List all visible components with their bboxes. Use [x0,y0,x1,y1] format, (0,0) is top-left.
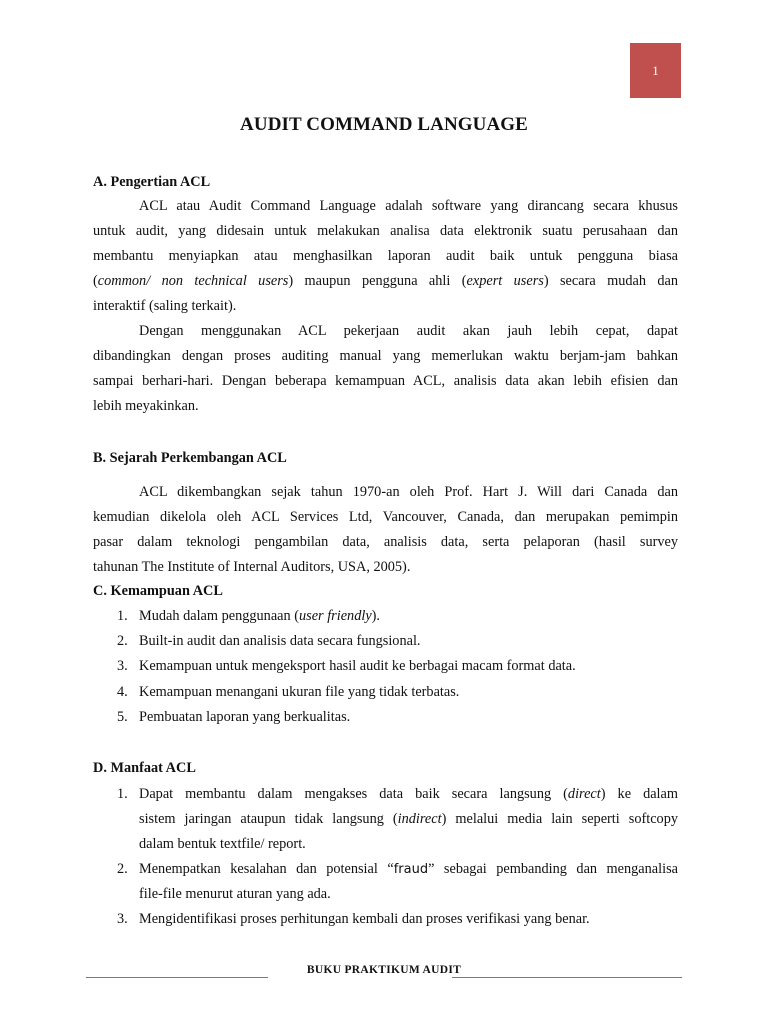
section-b-p1-line4: tahunan The Institute of Internal Auditors, USA, 2005). [93,559,411,575]
section-a-p1-line2: untuk audit, yang didesain untuk melakukan analisa data elektronik suatu perusahaan dan [93,223,678,239]
list-text-line2: file-file menurut aturan yang ada. [139,886,331,902]
list-number: 5. [117,709,128,725]
fraud-word: fraud [393,862,429,877]
emphasis-direct: direct [567,786,601,802]
emphasis-common-users: common/ non technical users [97,273,289,289]
section-a-p1-line3: membantu menyiapkan atau menghasilkan laporan audit baik untuk pengguna biasa [93,248,678,264]
section-c-heading: C. Kemampuan ACL [93,583,223,599]
section-a-p2-line4: lebih meyakinkan. [93,398,199,414]
list-text-line1: Dapat membantu dalam mengakses data baik secara langsung (direct) ke dalam [139,786,678,802]
list-text: Mudah dalam penggunaan (user friendly). [139,608,381,624]
emphasis-expert-users: expert users [466,273,544,289]
list-text: Built-in audit dan analisis data secara fungsional. [139,633,421,649]
section-d-heading: D. Manfaat ACL [93,760,196,776]
emphasis-indirect: indirect [397,811,442,827]
list-number: 4. [117,684,128,700]
section-a-p2-line2: dibandingkan dengan proses auditing manual yang memerlukan waktu berjam-jam bahkan [93,348,678,364]
list-text-line2: sistem jaringan ataupun tidak langsung (indirect) melalui media lain seperti softcopy [139,811,678,827]
list-number: 2. [117,861,128,877]
emphasis-user-friendly: user friendly [299,608,372,624]
list-number: 2. [117,633,128,649]
footer-rule-right [452,977,682,978]
section-a-p1-line4: (common/ non technical users) maupun pengguna ahli (expert users) secara mudah dan [93,273,679,289]
footer-rule-left [86,977,268,978]
section-b-p1-line3: pasar dalam teknologi pengambilan data, analisis data, serta pelaporan (hasil survey [93,534,678,550]
list-text: Mengidentifikasi proses perhitungan kembali dan proses verifikasi yang benar. [139,911,590,927]
section-a-heading: A. Pengertian ACL [93,174,211,190]
page-number-badge [630,43,681,98]
list-text-line1: Menempatkan kesalahan dan potensial “fraud” sebagai pembanding dan menganalisa [139,861,678,877]
list-text: Kemampuan untuk mengeksport hasil audit ke berbagai macam format data. [139,658,576,674]
list-number: 1. [117,786,128,802]
list-text: Pembuatan laporan yang berkualitas. [139,709,351,725]
page-number: 1 [652,62,659,78]
list-number: 3. [117,911,128,927]
section-a-p1-line5: interaktif (saling terkait). [93,298,237,314]
section-a-p2-line3: sampai berhari-hari. Dengan beberapa kemampuan ACL, analisis data akan lebih efisien dan [93,373,678,389]
section-b-p1-line2: kemudian dikelola oleh ACL Services Ltd, Vancouver, Canada, dan merupakan pemimpin [93,509,678,525]
section-a-p2-line1: Dengan menggunakan ACL pekerjaan audit akan jauh lebih cepat, dapat [139,323,678,339]
footer [0,964,768,976]
footer-label: BUKU PRAKTIKUM AUDIT [302,964,466,976]
list-number: 1. [117,608,128,624]
list-text: Kemampuan menangani ukuran file yang tidak terbatas. [139,684,460,700]
section-b-heading: B. Sejarah Perkembangan ACL [93,450,287,466]
section-a-p1-line1: ACL atau Audit Command Language adalah software yang dirancang secara khusus [139,198,678,214]
document-title: AUDIT COMMAND LANGUAGE [240,114,528,135]
section-b-p1-line1: ACL dikembangkan sejak tahun 1970-an oleh Prof. Hart J. Will dari Canada dan [139,484,678,500]
list-text-line3: dalam bentuk textfile/ report. [139,836,306,852]
list-number: 3. [117,658,128,674]
